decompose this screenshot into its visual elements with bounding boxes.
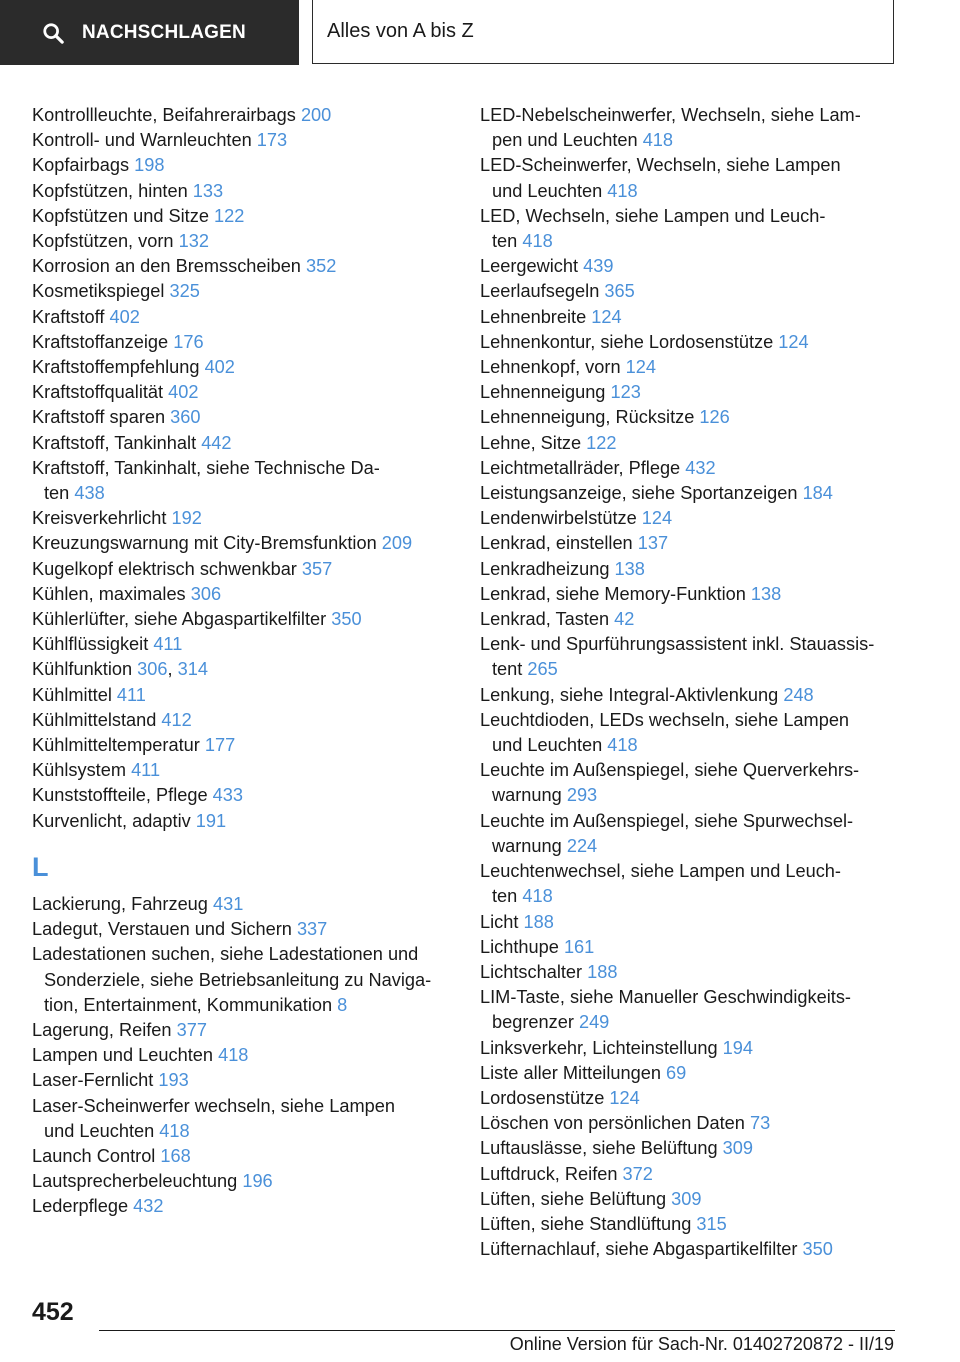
index-entry xyxy=(32,1194,452,1219)
index-entry xyxy=(32,1144,452,1169)
index-term: Lordosenstütze xyxy=(480,1087,610,1108)
page-ref-link[interactable]: 133 xyxy=(192,180,224,201)
page-ref-link[interactable]: 377 xyxy=(176,1019,207,1040)
page-ref-link[interactable]: 124 xyxy=(641,508,673,529)
index-entry xyxy=(480,531,900,556)
index-term: Leuchtdioden, LEDs wechseln, siehe Lampen xyxy=(480,709,850,730)
index-entry xyxy=(480,985,900,1010)
page-ref-link[interactable]: 184 xyxy=(802,483,833,504)
index-term: Korrosion an den Bremsscheiben xyxy=(32,256,306,277)
index-entry xyxy=(32,942,452,967)
page-ref-link[interactable]: 357 xyxy=(301,558,333,579)
index-entry xyxy=(32,733,452,758)
index-entry-continuation xyxy=(480,128,900,153)
page-ref-link[interactable]: 8 xyxy=(337,994,348,1015)
index-term: ten xyxy=(44,483,75,504)
page-ref-link[interactable]: 193 xyxy=(158,1070,189,1091)
index-entry xyxy=(480,330,900,355)
page-ref-link[interactable]: 198 xyxy=(134,155,165,176)
index-entry-continuation xyxy=(480,1010,900,1035)
index-term: Kühlerlüfter, siehe Abgaspartikelfilter xyxy=(32,609,332,630)
index-term: tion, Entertainment, Kommunikation xyxy=(44,994,338,1015)
index-term: begrenzer xyxy=(492,1012,579,1033)
index-entry xyxy=(480,557,900,582)
index-term: Kühlmitteltemperatur xyxy=(32,735,205,756)
index-term: Kontrollleuchte, Beifahrerairbags xyxy=(32,105,301,125)
page-ref-link[interactable]: 196 xyxy=(242,1171,273,1192)
index-term: Kopfstützen, vorn xyxy=(32,231,179,252)
index-entry xyxy=(32,153,452,178)
index-entry-continuation xyxy=(32,481,452,506)
index-term: ten xyxy=(492,886,523,907)
page-ref-link[interactable]: 191 xyxy=(195,810,227,831)
index-term: Luftdruck, Reifen xyxy=(480,1163,623,1184)
index-term: Lüften, siehe Standlüftung xyxy=(480,1213,697,1234)
index-entry xyxy=(480,1212,900,1237)
page-ref-link[interactable]: 138 xyxy=(750,583,782,604)
index-entry xyxy=(32,683,452,708)
index-entry xyxy=(32,103,452,128)
index-term: Kopfstützen und Sitze xyxy=(32,205,214,226)
page-ref-link[interactable]: 365 xyxy=(604,281,635,302)
page-ref-link[interactable]: 161 xyxy=(563,936,595,957)
index-entry xyxy=(480,506,900,531)
search-icon xyxy=(42,22,64,44)
index-term: Leuchtenwechsel, siehe Lampen und Leuch- xyxy=(480,861,841,882)
index-column-right xyxy=(480,103,900,1262)
page-ref-link[interactable]: 418 xyxy=(522,886,553,907)
index-term: Kühlfunktion xyxy=(32,659,138,680)
page-ref-link[interactable]: 315 xyxy=(696,1213,727,1234)
footer-version-text: Online Version für Sach-Nr. 01402720872 - II/19 xyxy=(509,1334,894,1354)
index-term: Lederpflege xyxy=(32,1196,134,1217)
index-term: Lenkung, siehe Integral-Aktivlenkung xyxy=(480,684,784,705)
index-entry xyxy=(32,582,452,607)
index-term: Lampen und Leuchten xyxy=(32,1045,219,1066)
page-ref-link[interactable]: 192 xyxy=(171,508,202,529)
index-term: Ladestationen suchen, siehe Ladestationen und xyxy=(32,944,419,965)
index-entry xyxy=(480,910,900,935)
page-ref-link[interactable]: 411 xyxy=(153,634,183,655)
index-term: Lenk- und Spurführungsassistent inkl. Stauassis- xyxy=(480,634,875,655)
index-entry xyxy=(480,305,900,330)
index-entry xyxy=(32,1068,452,1093)
index-term: Kosmetikspiegel xyxy=(32,281,170,302)
index-term: Laser-Fernlicht xyxy=(32,1070,159,1091)
index-entry xyxy=(480,859,900,884)
index-term: Kraftstoffanzeige xyxy=(32,331,174,352)
page-ref-link[interactable]: 69 xyxy=(666,1062,687,1083)
index-entry xyxy=(480,481,900,506)
index-entry xyxy=(32,531,452,556)
index-term: und Leuchten xyxy=(492,735,608,756)
index-entry xyxy=(32,783,452,808)
page-ref-link[interactable]: 337 xyxy=(296,919,328,940)
index-entry-continuation xyxy=(480,733,900,758)
index-entry xyxy=(32,1094,452,1119)
index-term: Linksverkehr, Lichteinstellung xyxy=(480,1037,723,1058)
page-ref-link[interactable]: 293 xyxy=(566,785,598,806)
index-term: tent xyxy=(492,659,528,680)
index-entry xyxy=(480,758,900,783)
nachschlagen-tab[interactable] xyxy=(0,0,299,65)
index-entry xyxy=(480,1086,900,1111)
index-term: Kreuzungswarnung mit City-Bremsfunktion xyxy=(32,533,382,554)
index-entry xyxy=(480,431,900,456)
index-term: Kühlmittel xyxy=(32,684,117,705)
index-entry xyxy=(480,355,900,380)
index-entry xyxy=(32,708,452,733)
index-entry-continuation xyxy=(480,657,900,682)
index-term: Kraftstoffqualität xyxy=(32,382,169,403)
index-term: Lenkrad, Tasten xyxy=(480,609,615,630)
index-entry xyxy=(32,1018,452,1043)
index-term: Kraftstoff, Tankinhalt, siehe Technische Da- xyxy=(32,457,380,478)
index-entry xyxy=(32,557,452,582)
index-term: und Leuchten xyxy=(44,1120,160,1141)
index-entry xyxy=(32,305,452,330)
index-entry xyxy=(480,103,900,128)
index-term: Lenkrad, siehe Memory-Funktion xyxy=(480,583,751,604)
index-entry xyxy=(32,632,452,657)
page-ref-link[interactable]: 209 xyxy=(381,533,413,554)
index-entry xyxy=(32,279,452,304)
index-entry xyxy=(480,1136,900,1161)
page-ref-link[interactable]: 200 xyxy=(300,105,332,125)
page-ref-link[interactable]: 306 xyxy=(137,659,168,680)
page-ref-link[interactable]: 372 xyxy=(622,1163,653,1184)
index-term: Kraftstoff, Tankinhalt xyxy=(32,432,202,453)
index-entry xyxy=(32,204,452,229)
index-term: LIM-Taste, siehe Manueller Geschwindigkeits- xyxy=(480,987,851,1008)
page-ref-link[interactable]: 402 xyxy=(109,306,140,327)
index-term: Leuchte im Außenspiegel, siehe Querverkehrs- xyxy=(480,760,860,781)
page-ref-link[interactable]: 442 xyxy=(201,432,232,453)
page-ref-link[interactable]: 309 xyxy=(722,1138,754,1159)
page-ref-link[interactable]: 433 xyxy=(212,785,243,806)
index-entry-continuation xyxy=(480,783,900,808)
index-entry-continuation xyxy=(32,968,452,993)
page-ref-link[interactable]: 177 xyxy=(204,735,236,756)
page-ref-link[interactable]: 73 xyxy=(749,1113,771,1134)
index-term: Lehnenneigung xyxy=(480,382,611,403)
page-ref-link[interactable]: 124 xyxy=(591,306,622,327)
index-entry xyxy=(480,153,900,178)
page-ref-link[interactable]: 432 xyxy=(685,457,716,478)
index-entry-continuation xyxy=(480,884,900,909)
page-ref-link[interactable]: 411 xyxy=(131,760,161,781)
page-ref-link[interactable]: 438 xyxy=(74,483,105,504)
page-ref-link[interactable]: 265 xyxy=(527,659,558,680)
page-ref-link[interactable]: 411 xyxy=(116,684,146,705)
index-term: Kühlflüssigkeit xyxy=(32,634,154,655)
index-entry xyxy=(32,128,452,153)
index-entry xyxy=(480,708,900,733)
index-term: Liste aller Mitteilungen xyxy=(480,1062,667,1083)
index-term: Kühlmittelstand xyxy=(32,709,162,730)
index-term: Kühlsystem xyxy=(32,760,132,781)
index-term: Leerlaufsegeln xyxy=(480,281,605,302)
index-entry xyxy=(32,380,452,405)
page-ref-link[interactable]: 360 xyxy=(170,407,201,428)
page-ref-link[interactable]: 124 xyxy=(625,357,656,378)
index-entry xyxy=(480,254,900,279)
index-entry xyxy=(32,330,452,355)
page-ref-link[interactable]: 432 xyxy=(133,1196,164,1217)
page-number: 452 xyxy=(32,1298,74,1326)
index-term: Kreisverkehrlicht xyxy=(32,508,172,529)
page-ref-link[interactable]: 309 xyxy=(671,1188,702,1209)
index-entry xyxy=(32,758,452,783)
index-entry xyxy=(480,1237,900,1262)
index-term: Leuchte im Außenspiegel, siehe Spurwechsel- xyxy=(480,810,854,831)
index-entry xyxy=(480,1162,900,1187)
index-entry xyxy=(32,229,452,254)
index-term: Leichtmetallräder, Pflege xyxy=(480,457,686,478)
index-entry-continuation xyxy=(480,229,900,254)
page-ref-link[interactable]: 194 xyxy=(722,1037,753,1058)
index-entry xyxy=(480,1036,900,1061)
index-term: Kraftstoff sparen xyxy=(32,407,171,428)
section-title: Alles von A bis Z xyxy=(312,0,894,64)
index-entry xyxy=(32,179,452,204)
index-entry xyxy=(480,809,900,834)
index-term: Lenkradheizung xyxy=(480,558,615,579)
page-ref-link[interactable]: 249 xyxy=(578,1012,610,1033)
page-ref-link[interactable]: 124 xyxy=(609,1087,640,1108)
index-term: Löschen von persönlichen Daten xyxy=(480,1113,750,1134)
section-letter-heading: L xyxy=(32,851,49,882)
page-ref-link[interactable]: 325 xyxy=(169,281,200,302)
page-ref-link[interactable]: 132 xyxy=(178,231,209,252)
page-ref-link[interactable]: 137 xyxy=(637,533,669,554)
index-term: LED, Wechseln, siehe Lampen und Leuch- xyxy=(480,205,826,226)
index-entry-continuation xyxy=(480,179,900,204)
index-term: Kraftstoff xyxy=(32,306,110,327)
index-term: Lichtschalter xyxy=(480,961,588,982)
page-ref-link[interactable]: 418 xyxy=(607,735,638,756)
index-entry xyxy=(480,607,900,632)
page-ref-link[interactable]: 126 xyxy=(699,407,730,428)
index-term: Ladegut, Verstauen und Sichern xyxy=(32,919,297,940)
index-entry xyxy=(480,683,900,708)
index-entry xyxy=(32,506,452,531)
page-ref-link[interactable]: 439 xyxy=(583,256,614,277)
index-entry xyxy=(480,632,900,657)
page-ref-link[interactable]: 350 xyxy=(331,609,362,630)
page-ref-link[interactable]: 418 xyxy=(607,180,638,201)
page-ref-link[interactable]: 188 xyxy=(523,911,554,932)
index-entry xyxy=(480,405,900,430)
index-term: Laser-Scheinwerfer wechseln, siehe Lampen xyxy=(32,1095,395,1116)
index-entry xyxy=(480,960,900,985)
page-ref-link[interactable]: 123 xyxy=(610,382,641,403)
page-ref-link[interactable]: 418 xyxy=(522,231,553,252)
page-ref-link[interactable]: 138 xyxy=(614,558,645,579)
index-term: Lehnenkopf, vorn xyxy=(480,357,626,378)
page-ref-link[interactable]: 248 xyxy=(783,684,814,705)
index-term: Kugelkopf elektrisch schwenkbar xyxy=(32,558,302,579)
index-term: Lagerung, Reifen xyxy=(32,1019,177,1040)
ref-separator: , xyxy=(167,659,178,680)
index-term: Lehnenneigung, Rücksitze xyxy=(480,407,700,428)
index-term: Lendenwirbelstütze xyxy=(480,508,642,529)
index-term: Sonderziele, siehe Betriebsanleitung zu Naviga- xyxy=(44,969,432,990)
index-term: und Leuchten xyxy=(492,180,608,201)
index-term: Lackierung, Fahrzeug xyxy=(32,893,213,914)
footer-divider xyxy=(99,1330,895,1331)
page-ref-link[interactable]: 306 xyxy=(190,583,222,604)
page-ref-link[interactable]: 224 xyxy=(566,835,598,856)
index-entry xyxy=(32,892,452,917)
index-entry xyxy=(32,405,452,430)
index-entry xyxy=(32,1169,452,1194)
index-term: Kurvenlicht, adaptiv xyxy=(32,810,196,831)
page-ref-link[interactable]: 173 xyxy=(256,130,288,151)
index-column-left xyxy=(32,103,452,1220)
index-term: Luftauslässe, siehe Belüftung xyxy=(480,1138,723,1159)
page-ref-link[interactable]: 350 xyxy=(802,1239,833,1260)
index-entry-continuation xyxy=(480,834,900,859)
index-term: Lehnenkontur, siehe Lordosenstütze xyxy=(480,331,779,352)
index-entry xyxy=(480,1187,900,1212)
index-entry xyxy=(32,254,452,279)
index-entry xyxy=(480,582,900,607)
index-term: Lichthupe xyxy=(480,936,564,957)
index-entry xyxy=(32,355,452,380)
index-term: Kraftstoffempfehlung xyxy=(32,357,205,378)
index-entry xyxy=(32,657,452,682)
page-ref-link[interactable]: 352 xyxy=(305,256,337,277)
page-ref-link[interactable]: 124 xyxy=(778,331,809,352)
index-entry xyxy=(480,935,900,960)
index-entry xyxy=(480,456,900,481)
index-term: Leergewicht xyxy=(480,256,584,277)
index-term: Launch Control xyxy=(32,1145,161,1166)
index-entry xyxy=(480,1061,900,1086)
page-ref-link[interactable]: 176 xyxy=(173,331,204,352)
index-term: ten xyxy=(492,231,523,252)
index-entry xyxy=(480,380,900,405)
index-term: Lüfternachlauf, siehe Abgaspartikelfilter xyxy=(480,1239,803,1260)
index-term: Kontroll- und Warnleuchten xyxy=(32,130,257,151)
index-term: Lüften, siehe Belüftung xyxy=(480,1188,672,1209)
page-ref-link[interactable]: 418 xyxy=(218,1045,249,1066)
index-term: Lehnenbreite xyxy=(480,306,592,327)
page-ref-link[interactable]: 402 xyxy=(168,382,199,403)
page-ref-link[interactable]: 412 xyxy=(161,709,192,730)
index-entry xyxy=(480,1111,900,1136)
page-ref-link[interactable]: 188 xyxy=(587,961,618,982)
page-ref-link[interactable]: 418 xyxy=(642,130,674,151)
page-ref-link[interactable]: 42 xyxy=(614,609,635,630)
index-term: LED-Scheinwerfer, Wechseln, siehe Lampen xyxy=(480,155,841,176)
index-term: Kopfstützen, hinten xyxy=(32,180,193,201)
index-term: warnung xyxy=(492,835,567,856)
index-entry xyxy=(32,607,452,632)
index-entry xyxy=(32,456,452,481)
page-ref-link[interactable]: 402 xyxy=(204,357,235,378)
tab-label: NACHSCHLAGEN xyxy=(82,21,246,43)
index-entry xyxy=(480,279,900,304)
index-entry xyxy=(32,1043,452,1068)
index-term: Kopfairbags xyxy=(32,155,135,176)
index-term: Licht xyxy=(480,911,524,932)
index-term: warnung xyxy=(492,785,567,806)
page-ref-link[interactable]: 431 xyxy=(212,893,244,914)
index-entry xyxy=(32,917,452,942)
index-entry-continuation xyxy=(32,993,452,1018)
index-entry xyxy=(32,431,452,456)
index-term: Lautsprecherbeleuchtung xyxy=(32,1171,243,1192)
page-ref-link[interactable]: 168 xyxy=(160,1145,191,1166)
index-term: pen und Leuchten xyxy=(492,130,643,151)
index-term: Lehne, Sitze xyxy=(480,432,587,453)
index-term: Lenkrad, einstellen xyxy=(480,533,638,554)
index-term: Kühlen, maximales xyxy=(32,583,191,604)
index-term: LED-Nebelscheinwerfer, Wechseln, siehe Lam- xyxy=(480,105,861,125)
index-term: Kunststoffteile, Pflege xyxy=(32,785,213,806)
page-ref-link[interactable]: 418 xyxy=(159,1120,190,1141)
index-entry xyxy=(32,809,452,834)
page-ref-link[interactable]: 314 xyxy=(177,659,208,680)
index-term: Leistungsanzeige, siehe Sportanzeigen xyxy=(480,483,803,504)
index-entry-continuation xyxy=(32,1119,452,1144)
index-entry xyxy=(480,204,900,229)
page-ref-link[interactable]: 122 xyxy=(586,432,617,453)
page-ref-link[interactable]: 122 xyxy=(214,205,245,226)
